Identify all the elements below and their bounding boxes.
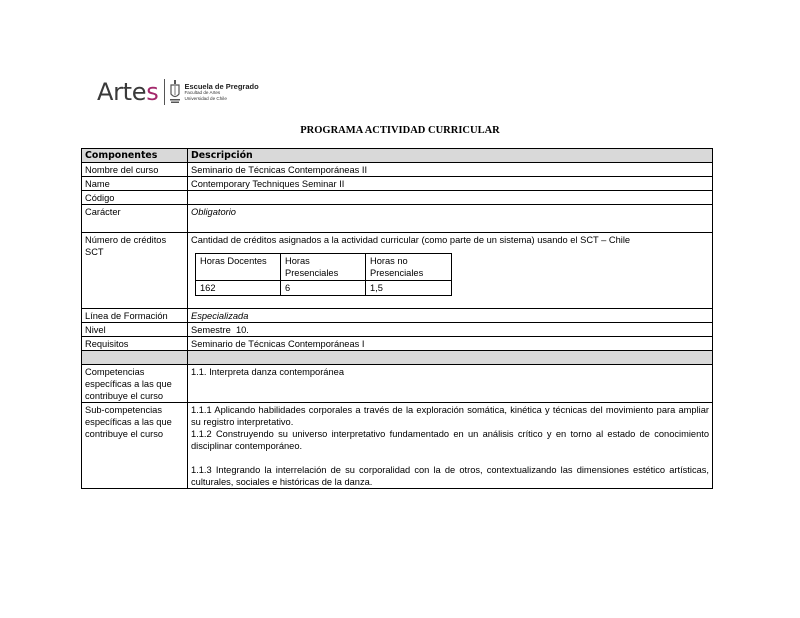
label-name: Name (82, 177, 188, 191)
hours-inperson-value: 6 (281, 281, 366, 296)
label-level: Nivel (82, 323, 188, 337)
label-credits-line2: SCT (85, 247, 104, 257)
credits-description: Cantidad de créditos asignados a la actividad curricular (como parte de un sistema) usando el SCT – Chile (191, 235, 631, 245)
label-subcompetencies: Sub-competencias específicas a las que contribuye el curso (82, 403, 188, 489)
paragraph-spacer (191, 452, 709, 464)
logo-school: Escuela de Pregrado (184, 81, 259, 91)
faculty-logo (97, 76, 259, 108)
value-requirements: Seminario de Técnicas Contemporáneas I (188, 337, 713, 351)
table-row (82, 205, 713, 233)
value-name: Contemporary Techniques Seminar II (188, 177, 713, 191)
logo-text (184, 83, 258, 102)
label-character: Carácter (82, 205, 188, 233)
header-components: Componentes (82, 149, 188, 163)
table-row (82, 337, 713, 351)
course-program-table (81, 148, 713, 489)
table-header-row (82, 149, 713, 163)
subcompetency-item: 1.1.1 Aplicando habilidades corporales a través de la exploración somática, kinética y técnicas del movimiento para ampliar su registro interpretativo. (191, 405, 709, 427)
table-row (82, 309, 713, 323)
table-row (82, 177, 713, 191)
value-level: Semestre 10. (188, 323, 713, 337)
hours-header-row (196, 254, 452, 281)
university-crest-icon (169, 80, 181, 104)
page-title: PROGRAMA ACTIVIDAD CURRICULAR (300, 125, 500, 136)
table-row (82, 163, 713, 177)
label-requirements: Requisitos (82, 337, 188, 351)
hours-inperson-header: Horas Presenciales (281, 254, 366, 281)
hours-remote-header: Horas no Presenciales (366, 254, 452, 281)
logo-wordmark: Artes (97, 78, 159, 106)
hours-table (195, 253, 452, 296)
separator-cell-right (188, 351, 713, 365)
label-credits (82, 233, 188, 309)
label-course-name: Nombre del curso (82, 163, 188, 177)
value-course-name: Seminario de Técnicas Contemporáneas II (188, 163, 713, 177)
table-row (82, 365, 713, 403)
logo-university: Universidad de Chile (184, 95, 227, 101)
value-competencies: 1.1. Interpreta danza contemporánea (188, 365, 713, 403)
subcompetency-item: 1.1.2 Construyendo su universo interpretativo fundamentado en un análisis crítico y en torno al estado de conocimiento disciplinar contemporáneo. (191, 429, 709, 451)
label-credits-line1: Número de créditos (85, 235, 167, 245)
hours-teaching-header: Horas Docentes (196, 254, 281, 281)
table-row (82, 233, 713, 309)
value-character: Obligatorio (188, 205, 713, 233)
subcompetency-item: 1.1.3 Integrando la interrelación de su corporalidad con la de otros, contextualizando las dimensiones estético artísticas, culturales, sociales e históricas de la danza. (191, 465, 709, 487)
label-code: Código (82, 191, 188, 205)
value-subcompetencies (188, 403, 713, 489)
logo-divider (164, 79, 165, 105)
table-separator-row (82, 351, 713, 365)
separator-cell-left (82, 351, 188, 365)
hours-remote-value: 1,5 (366, 281, 452, 296)
value-credits (188, 233, 713, 309)
label-training-line: Línea de Formación (82, 309, 188, 323)
label-competencies: Competencias específicas a las que contribuye el curso (82, 365, 188, 403)
hours-value-row (196, 281, 452, 296)
value-training-line: Especializada (188, 309, 713, 323)
header-description: Descripción (188, 149, 713, 163)
table-row (82, 323, 713, 337)
table-row (82, 403, 713, 489)
logo-faculty: Facultad de Artes (184, 90, 221, 96)
hours-teaching-value: 162 (196, 281, 281, 296)
value-code (188, 191, 713, 205)
table-row (82, 191, 713, 205)
